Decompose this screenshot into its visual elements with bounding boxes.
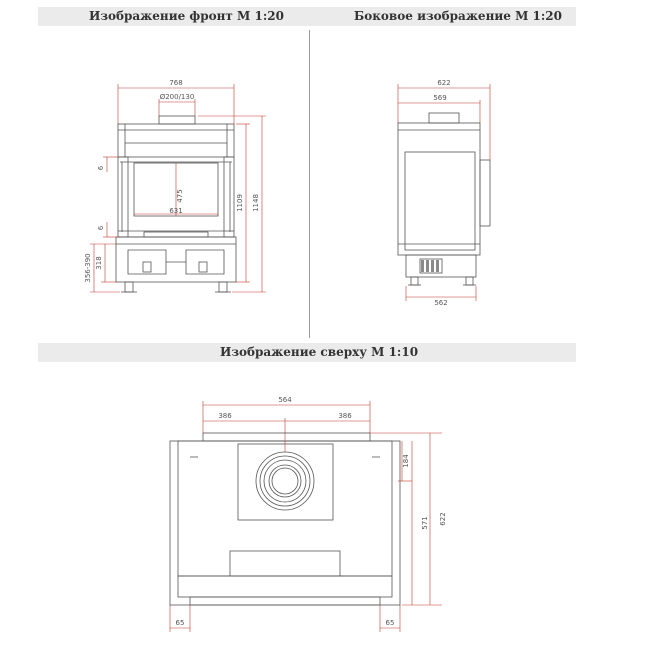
front-view-title: Изображение фронт М 1:20 <box>89 9 284 23</box>
side-depth-base-label: 562 <box>434 299 448 307</box>
side-view-hatching <box>421 260 439 272</box>
side-view-title: Боковое изображение М 1:20 <box>354 9 563 23</box>
front-height-total-label: 1148 <box>252 194 260 212</box>
top-depth-total-label: 622 <box>439 512 447 526</box>
side-depth-inner-label: 569 <box>433 94 447 102</box>
top-edge-right-label: 65 <box>385 619 395 627</box>
top-right-label: 386 <box>338 412 352 420</box>
side-depth-total-label: 622 <box>437 79 451 87</box>
top-span-label: 564 <box>278 396 292 404</box>
top-view-title: Изображение сверху М 1:10 <box>220 345 419 359</box>
top-view-drawing <box>170 433 400 605</box>
front-bottom-gap-label: 6 <box>97 225 105 231</box>
front-inner-height-label: 475 <box>176 189 184 203</box>
top-edge-left-label: 65 <box>175 619 185 627</box>
front-leg-range-label: 356-390 <box>84 253 92 283</box>
top-left-label: 386 <box>218 412 232 420</box>
top-depth-inner-label: 571 <box>421 516 429 530</box>
top-flue-offset-label: 184 <box>402 454 410 468</box>
front-flue-label: Ø200/130 <box>159 93 195 101</box>
front-leg-label: 318 <box>95 256 103 270</box>
front-height-inner-label: 1109 <box>236 194 244 212</box>
side-view-drawing <box>398 113 490 285</box>
top-view-labels <box>176 396 447 627</box>
front-width-label: 768 <box>169 79 183 87</box>
front-top-gap-label: 6 <box>97 165 105 171</box>
front-inner-width-label: 631 <box>169 207 183 215</box>
